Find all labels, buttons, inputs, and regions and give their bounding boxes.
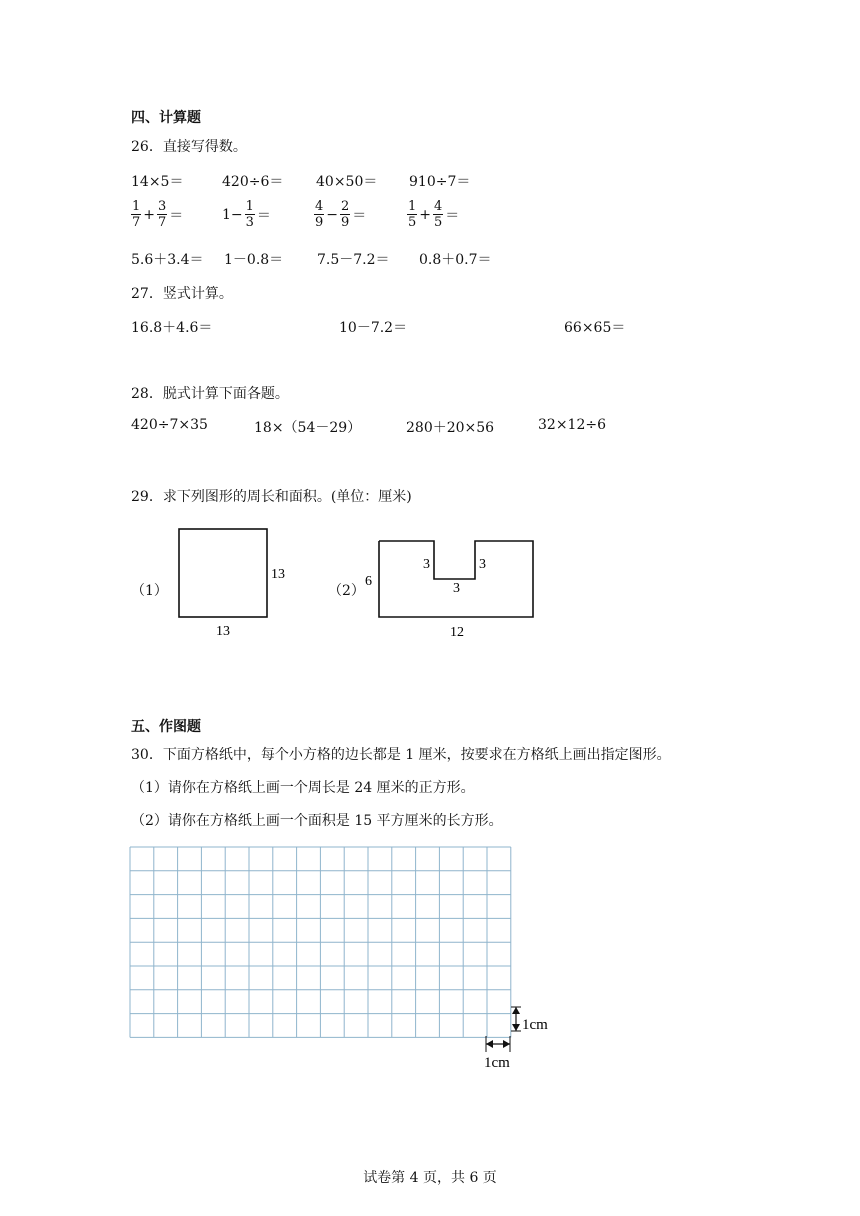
horizontal-unit-indicator bbox=[484, 1036, 510, 1071]
unit-label-horizontal: 1cm bbox=[484, 1055, 510, 1071]
square-figure bbox=[170, 522, 300, 642]
q27-item: 10－7.2＝ bbox=[339, 320, 408, 336]
q26-r1-item: 14×5＝ bbox=[131, 174, 184, 190]
q28-item: 420÷7×35 bbox=[131, 417, 208, 433]
vertical-unit-indicator bbox=[511, 1007, 548, 1033]
q26-prompt: 26．直接写得数。 bbox=[131, 139, 247, 155]
q26-fraction-expr: $\frac{1}{5}$ + $\frac{4}{5}$ ＝ bbox=[408, 199, 460, 230]
fig2-notch-bottom: 3 bbox=[453, 581, 460, 596]
section-title-draw: 五、作图题 bbox=[131, 719, 201, 735]
fig2-bottom: 12 bbox=[450, 625, 464, 640]
q27-prompt: 27．竖式计算。 bbox=[131, 286, 233, 302]
fig2-label: （2） bbox=[328, 583, 365, 599]
q26-r1-item: 40×50＝ bbox=[316, 174, 378, 190]
q26-r3-item: 1－0.8＝ bbox=[224, 252, 284, 268]
fig2-left: 6 bbox=[365, 574, 372, 589]
q28-item: 280＋20×56 bbox=[406, 420, 495, 436]
q28-prompt: 28．脱式计算下面各题。 bbox=[131, 386, 289, 402]
fig2-notch-left: 3 bbox=[423, 557, 430, 572]
q29-prompt: 29．求下列图形的周长和面积。(单位：厘米) bbox=[131, 489, 412, 505]
notched-rectangle-figure bbox=[360, 530, 540, 645]
fig2-notch-right: 3 bbox=[479, 557, 486, 572]
q26-fraction-expr: $\frac{4}{9}$ − $\frac{2}{9}$ ＝ bbox=[315, 199, 367, 230]
fraction: $\frac{4}{9}$ bbox=[315, 199, 324, 230]
fraction: $\frac{3}{7}$ bbox=[158, 199, 167, 230]
fig1-side-right: 13 bbox=[271, 567, 285, 582]
q26-r1-item: 420÷6＝ bbox=[222, 174, 284, 190]
fraction: $\frac{2}{9}$ bbox=[341, 199, 350, 230]
q28-item: 32×12÷6 bbox=[538, 417, 606, 433]
q26-r3-item: 5.6＋3.4＝ bbox=[131, 252, 204, 268]
q30-part1: （1）请你在方格纸上画一个周长是 24 厘米的正方形。 bbox=[131, 780, 475, 796]
q26-r1-item: 910÷7＝ bbox=[409, 174, 471, 190]
fraction: $\frac{4}{5}$ bbox=[434, 199, 443, 230]
fraction: $\frac{1}{3}$ bbox=[245, 199, 254, 230]
q26-fraction-expr: 1− $\frac{1}{3}$ ＝ bbox=[222, 199, 271, 230]
q27-item: 66×65＝ bbox=[564, 320, 626, 336]
q30-part2: （2）请你在方格纸上画一个面积是 15 平方厘米的长方形。 bbox=[131, 813, 503, 829]
square-grid-paper bbox=[120, 840, 570, 1080]
fraction: $\frac{1}{5}$ bbox=[408, 199, 417, 230]
fig1-side-bottom: 13 bbox=[216, 624, 230, 639]
q30-prompt: 30．下面方格纸中，每个小方格的边长都是 1 厘米，按要求在方格纸上画出指定图形。 bbox=[131, 747, 671, 763]
grid-lines bbox=[130, 847, 511, 1037]
q28-item: 18×（54－29） bbox=[254, 420, 362, 436]
q26-r3-item: 7.5－7.2＝ bbox=[317, 252, 390, 268]
section-title-calc: 四、计算题 bbox=[131, 110, 201, 126]
unit-label-vertical: 1cm bbox=[522, 1017, 548, 1033]
fraction: $\frac{1}{7}$ bbox=[132, 199, 141, 230]
q26-r3-item: 0.8＋0.7＝ bbox=[419, 252, 492, 268]
page-footer: 试卷第 4 页，共 6 页 bbox=[363, 1170, 497, 1186]
fig1-label: （1） bbox=[131, 583, 168, 599]
q26-fraction-expr: $\frac{1}{7}$ + $\frac{3}{7}$ ＝ bbox=[132, 199, 184, 230]
q27-item: 16.8＋4.6＝ bbox=[131, 320, 213, 336]
